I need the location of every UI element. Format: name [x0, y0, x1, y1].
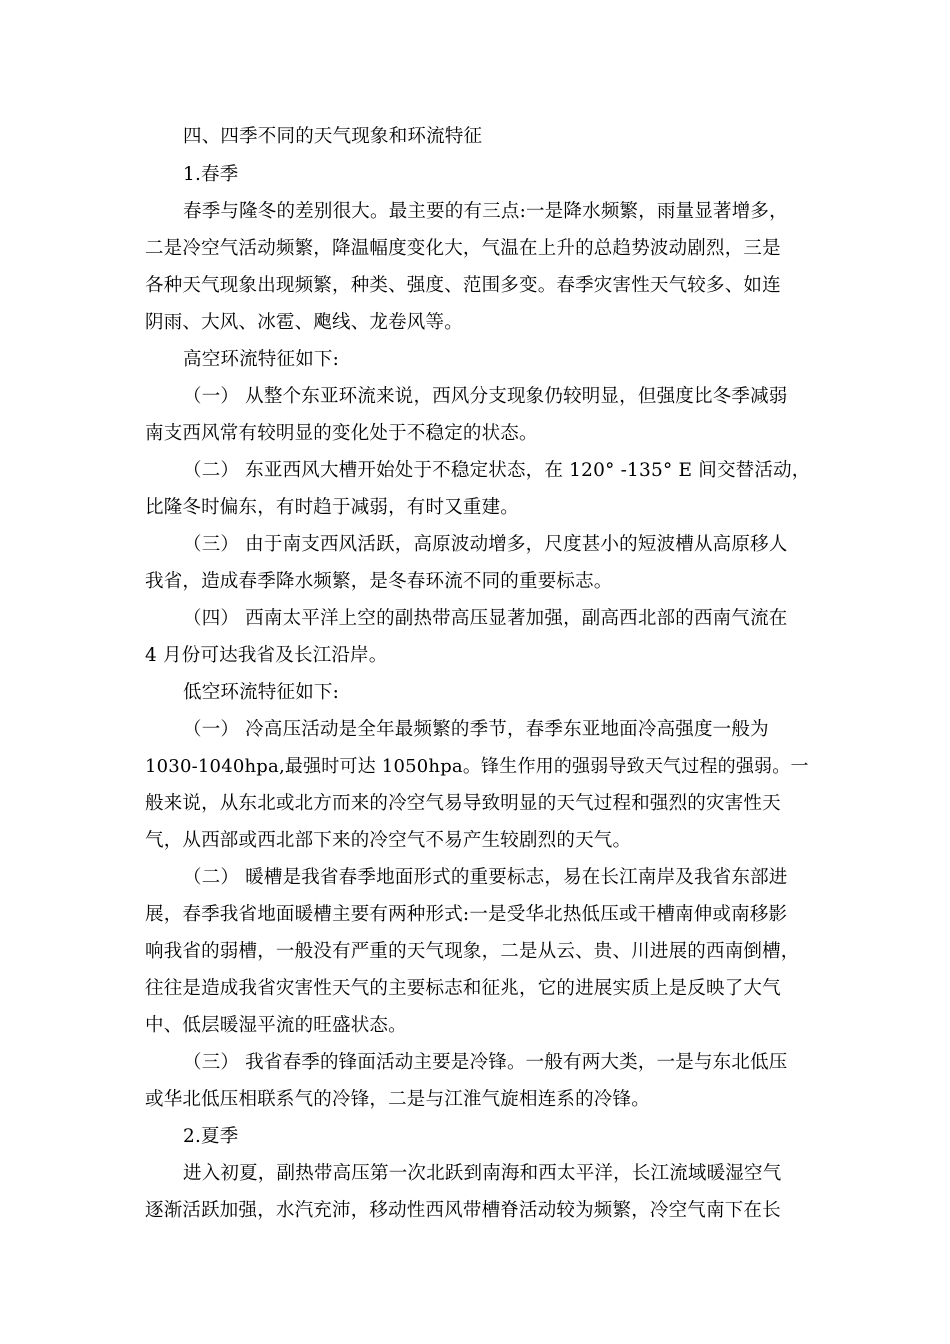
paragraph-line: 气，从西部或西北部下来的冷空气不易产生较剧烈的天气。: [145, 830, 632, 851]
paragraph-line: 我省，造成春季降水频繁，是冬春环流不同的重要标志。: [145, 571, 613, 592]
paragraph-line: （四） 西南太平洋上空的副热带高压显著加强，副高西北部的西南气流在: [183, 608, 788, 629]
paragraph-line: 各种天气现象出现频繁，种类、强度、范围多变。春季灾害性天气较多、如连: [145, 275, 781, 296]
paragraph-line: 展，春季我省地面暖槽主要有两种形式:一是受华北热低压或干槽南伸或南移影: [145, 904, 788, 925]
paragraph-line: 1030-1040hpa,最强时可达 1050hpa。锋生作用的强弱导致天气过程的强弱。一: [145, 756, 809, 777]
paragraph-line: 般来说，从东北或北方而来的冷空气易导致明显的天气过程和强烈的灾害性天: [145, 793, 781, 814]
paragraph-line: 4 月份可达我省及长江沿岸。: [145, 645, 388, 666]
paragraph-line: 响我省的弱槽，一般没有严重的天气现象，二是从云、贵、川进展的西南倒槽，: [145, 941, 800, 962]
paragraph-line: （三） 我省春季的锋面活动主要是冷锋。一般有两大类，一是与东北低压: [183, 1052, 788, 1073]
paragraph-line: 逐渐活跃加强，水汽充沛，移动性西风带槽脊活动较为频繁，冷空气南下在长: [145, 1200, 781, 1221]
paragraph-line: 阴雨、大风、冰雹、飑线、龙卷风等。: [145, 312, 463, 333]
paragraph-line: （二） 暖槽是我省春季地面形式的重要标志，易在长江南岸及我省东部进: [183, 867, 788, 888]
paragraph-line: （三） 由于南支西风活跃，高原波动增多，尺度甚小的短波槽从高原移人: [183, 534, 788, 555]
paragraph-line: （二） 东亚西风大槽开始处于不稳定状态，在 120° -135° E 间交替活动，: [183, 460, 811, 481]
paragraph-line: 或华北低压相联系气的冷锋，二是与江淮气旋相连系的冷锋。: [145, 1089, 650, 1110]
paragraph-line: （一） 冷高压活动是全年最频繁的季节，春季东亚地面冷高强度一般为: [183, 719, 769, 740]
paragraph-line: 低空环流特征如下:: [183, 682, 340, 703]
paragraph-line: 中、低层暖湿平流的旺盛状态。: [145, 1015, 407, 1036]
paragraph-line: 比隆冬时偏东，有时趋于减弱，有时又重建。: [145, 497, 520, 518]
paragraph-line: 南支西风常有较明显的变化处于不稳定的状态。: [145, 423, 538, 444]
paragraph-line: （一） 从整个东亚环流来说，西风分支现象仍较明显，但强度比冬季减弱: [183, 386, 788, 407]
section-heading: 四、四季不同的天气现象和环流特征: [183, 126, 483, 147]
paragraph-line: 春季与隆冬的差别很大。最主要的有三点:一是降水频繁，雨量显著增多，: [183, 201, 788, 222]
subsection-heading-spring: 1.春季: [183, 164, 239, 185]
subsection-heading-summer: 2.夏季: [183, 1126, 239, 1147]
paragraph-line: 高空环流特征如下:: [183, 349, 340, 370]
paragraph-line: 往往是造成我省灾害性天气的主要标志和征兆，它的进展实质上是反映了大气: [145, 978, 781, 999]
paragraph-line: 进入初夏，副热带高压第一次北跃到南海和西太平洋，长江流域暖湿空气: [183, 1163, 782, 1184]
paragraph-line: 二是冷空气活动频繁，降温幅度变化大，气温在上升的总趋势波动剧烈，三是: [145, 238, 781, 259]
